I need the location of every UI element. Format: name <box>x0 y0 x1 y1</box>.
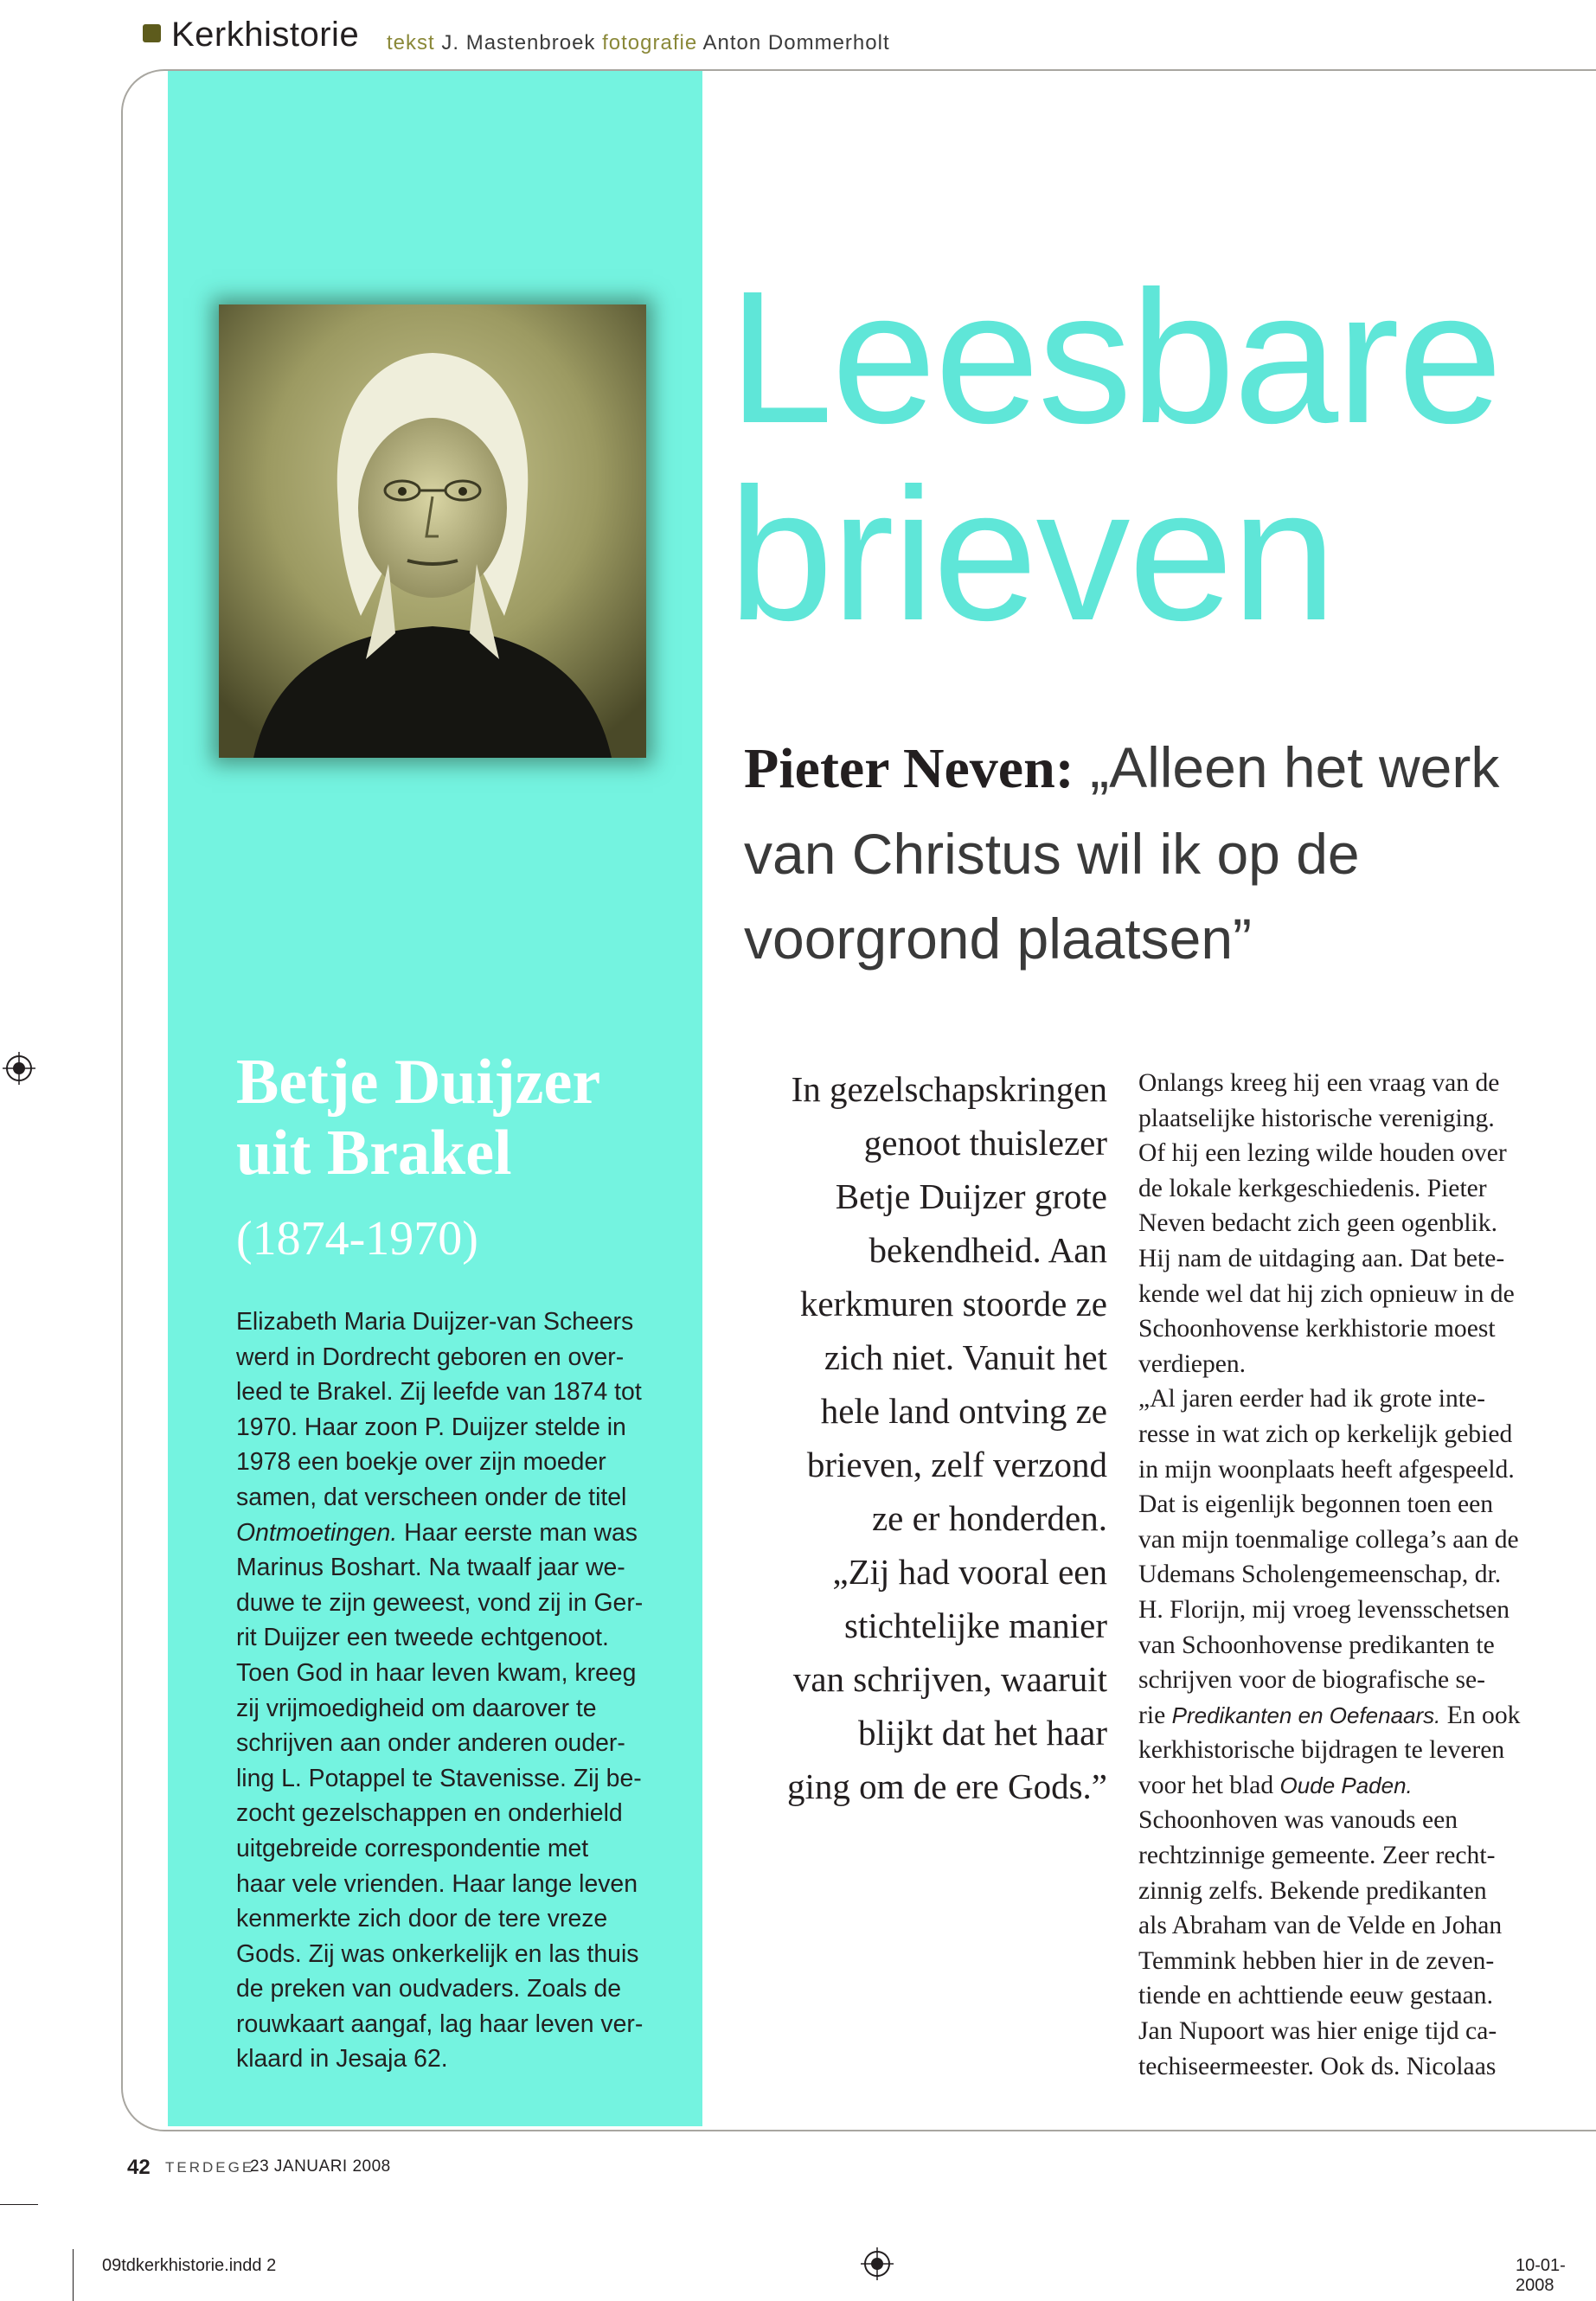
body-line: in mijn woonplaats heeft afgespeeld. <box>1138 1455 1515 1484</box>
photographer-name: Anton Dommerholt <box>702 31 890 54</box>
body-line-prefix: voor het blad <box>1138 1771 1280 1799</box>
sidebar-line: klaard in Jesaja 62. <box>236 2045 448 2073</box>
magazine-name: TERDEGE <box>165 2159 255 2176</box>
sidebar-line: leed te Brakel. Zij leefde van 1874 tot <box>236 1378 642 1407</box>
sidebar-line: Toen God in haar leven kwam, kreeg <box>236 1658 637 1687</box>
pull-quote-line: kerkmuren stoorde ze <box>799 1284 1107 1324</box>
pull-quote-line: Betje Duijzer grote <box>835 1176 1107 1216</box>
sidebar-line: rit Duijzer een tweede echtgenoot. <box>236 1624 609 1652</box>
body-line: van mijn toenmalige collega’s aan de <box>1138 1525 1519 1554</box>
quote-line: voorgrond plaatsen” <box>744 907 1253 971</box>
body-line-prefix: rie <box>1138 1701 1172 1729</box>
sidebar-body <box>236 1304 669 2077</box>
body-line: rechtzinnige gemeente. Zeer recht- <box>1138 1842 1496 1870</box>
body-line: Of hij een lezing wilde houden over <box>1138 1139 1507 1168</box>
registration-mark-icon <box>3 1052 35 1085</box>
body-line: plaatselijke historische vereniging. <box>1138 1104 1495 1132</box>
body-line: Onlangs kreeg hij een vraag van de <box>1138 1069 1500 1097</box>
page-number: 42 <box>127 2156 151 2179</box>
body-line: als Abraham van de Velde en Johan <box>1138 1912 1503 1940</box>
book-title: Ontmoetingen. <box>236 1518 398 1547</box>
issue-date: 23 JANUARI 2008 <box>250 2157 391 2176</box>
sidebar-years: (1874-1970) <box>236 1212 478 1266</box>
body-line <box>1138 1768 1580 1804</box>
sidebar-line: uitgebreide correspondentie met <box>236 1834 589 1862</box>
sidebar-line <box>236 1516 669 1551</box>
pull-quote-line: blijkt dat het haar <box>857 1713 1107 1753</box>
body-line: Hij nam de uitdaging aan. Dat bete- <box>1138 1244 1505 1272</box>
headline-line: brieven <box>728 450 1335 660</box>
crop-mark <box>73 2249 74 2301</box>
pull-quote-line: bekendheid. Aan <box>869 1230 1107 1270</box>
pull-quote-line: ging om de ere Gods.” <box>786 1766 1107 1806</box>
photo-credit-label: fotografie <box>602 31 698 54</box>
section-label: Kerkhistorie <box>171 16 360 54</box>
section-marker <box>143 24 161 42</box>
body-line: Schoonhovense kerkhistorie moest <box>1138 1315 1496 1343</box>
sidebar-line: haar vele vrienden. Haar lange leven <box>236 1869 638 1898</box>
body-line: Neven bedacht zich geen ogenblik. <box>1138 1209 1497 1238</box>
slug-filename: 09tdkerkhistorie.indd 2 <box>102 2256 277 2275</box>
sidebar-title-line: Betje Duijzer <box>236 1047 601 1118</box>
subheadline-line <box>744 725 1574 811</box>
body-line: schrijven voor de biografische se- <box>1138 1666 1486 1695</box>
body-line: Temmink hebben hier in de zeven- <box>1138 1946 1495 1975</box>
body-line <box>1138 1698 1580 1734</box>
text-credit-label: tekst <box>387 31 435 54</box>
body-line: Dat is eigenlijk begonnen toen een <box>1138 1490 1494 1519</box>
sidebar-line: samen, dat verscheen onder de titel <box>236 1483 627 1511</box>
pull-quote-line: genoot thuislezer <box>863 1123 1107 1163</box>
pull-quote-line: „Zij had vooral een <box>832 1552 1107 1592</box>
sidebar-line: 1970. Haar zoon P. Duijzer stelde in <box>236 1413 626 1441</box>
sidebar-line: Marinus Boshart. Na twaalf jaar we- <box>236 1554 625 1582</box>
pull-quote-line: van schrijven, waaruit <box>792 1659 1107 1699</box>
sidebar-line: 1978 een boekje over zijn moeder <box>236 1448 606 1477</box>
body-line: kende wel dat hij zich opnieuw in de <box>1138 1279 1515 1308</box>
sidebar-line: duwe te zijn geweest, vond zij in Ger- <box>236 1588 644 1617</box>
sidebar-title-line: uit Brakel <box>236 1118 512 1189</box>
slug-date: 10-01-2008 <box>1516 2256 1566 2295</box>
article-body <box>1138 1066 1580 2084</box>
body-line: techiseermeester. Ook ds. Nicolaas <box>1138 2052 1497 2080</box>
body-line: zinnig zelfs. Bekende predikanten <box>1138 1876 1487 1905</box>
credits-line <box>387 31 890 55</box>
pull-quote-line: In gezelschapskringen <box>791 1069 1107 1109</box>
body-line: H. Florijn, mij vroeg levensschetsen <box>1138 1595 1510 1624</box>
sidebar-line: schrijven aan onder anderen ouder- <box>236 1729 625 1758</box>
body-line: Udemans Scholengemeenschap, dr. <box>1138 1561 1502 1589</box>
body-line: verdiepen. <box>1138 1349 1247 1378</box>
headline-line: Leesbare <box>728 253 1502 463</box>
portrait-photo <box>219 304 646 758</box>
author-name: J. Mastenbroek <box>441 31 596 54</box>
sidebar-line: Elizabeth Maria Duijzer-van Scheers <box>236 1308 634 1336</box>
pull-quote-line: ze er honderden. <box>871 1498 1107 1538</box>
speaker-name: Pieter Neven: <box>744 737 1074 800</box>
body-line: resse in wat zich op kerkelijk gebied <box>1138 1420 1513 1448</box>
series-title: Predikanten en Oefenaars. <box>1171 1702 1441 1728</box>
body-line: „Al jaren eerder had ik grote inte- <box>1138 1385 1485 1413</box>
sidebar-line: rouwkaart aangaf, lag haar leven ver- <box>236 2009 644 2038</box>
body-line: kerkhistorische bijdragen te leveren <box>1138 1736 1505 1765</box>
sidebar-line-rest: Haar eerste man was <box>397 1518 638 1547</box>
sidebar-line: zij vrijmoedigheid om daarover te <box>236 1694 597 1722</box>
journal-title: Oude Paden. <box>1279 1772 1413 1798</box>
intro-pull-quote <box>760 1062 1107 1813</box>
article-headline <box>728 253 1502 660</box>
body-line: Schoonhoven was vanouds een <box>1138 1806 1458 1835</box>
portrait-image <box>219 304 646 758</box>
body-line: Jan Nupoort was hier enige tijd ca- <box>1138 2017 1497 2046</box>
pull-quote-line: hele land ontving ze <box>820 1391 1107 1431</box>
registration-mark-icon <box>861 2247 894 2280</box>
sidebar-line: werd in Dordrecht geboren en over- <box>236 1343 625 1371</box>
sidebar-line: zocht gezelschappen en onderhield <box>236 1799 623 1828</box>
sidebar-line: kenmerkte zich door de tere vreze <box>236 1905 608 1933</box>
body-line: tiende en achttiende eeuw gestaan. <box>1138 1982 1494 2010</box>
crop-mark <box>0 2204 38 2205</box>
body-line: de lokale kerkgeschiedenis. Pieter <box>1138 1174 1487 1202</box>
body-line-rest: En ook <box>1440 1701 1521 1729</box>
quote-line: van Christus wil ik op de <box>744 822 1360 886</box>
pull-quote-line: stichtelijke manier <box>844 1606 1107 1645</box>
pull-quote-line: brieven, zelf verzond <box>806 1445 1107 1484</box>
sidebar-line: de preken van oudvaders. Zoals de <box>236 1975 622 2003</box>
sidebar-title <box>236 1047 686 1189</box>
article-subheadline <box>744 725 1574 981</box>
sidebar-line: Gods. Zij was onkerkelijk en las thuis <box>236 1939 639 1968</box>
body-line: van Schoonhovense predikanten te <box>1138 1631 1495 1659</box>
quote-line: „Alleen het werk <box>1090 735 1500 799</box>
sidebar-line: ling L. Potappel te Stavenisse. Zij be- <box>236 1764 642 1792</box>
pull-quote-line: zich niet. Vanuit het <box>824 1337 1107 1377</box>
